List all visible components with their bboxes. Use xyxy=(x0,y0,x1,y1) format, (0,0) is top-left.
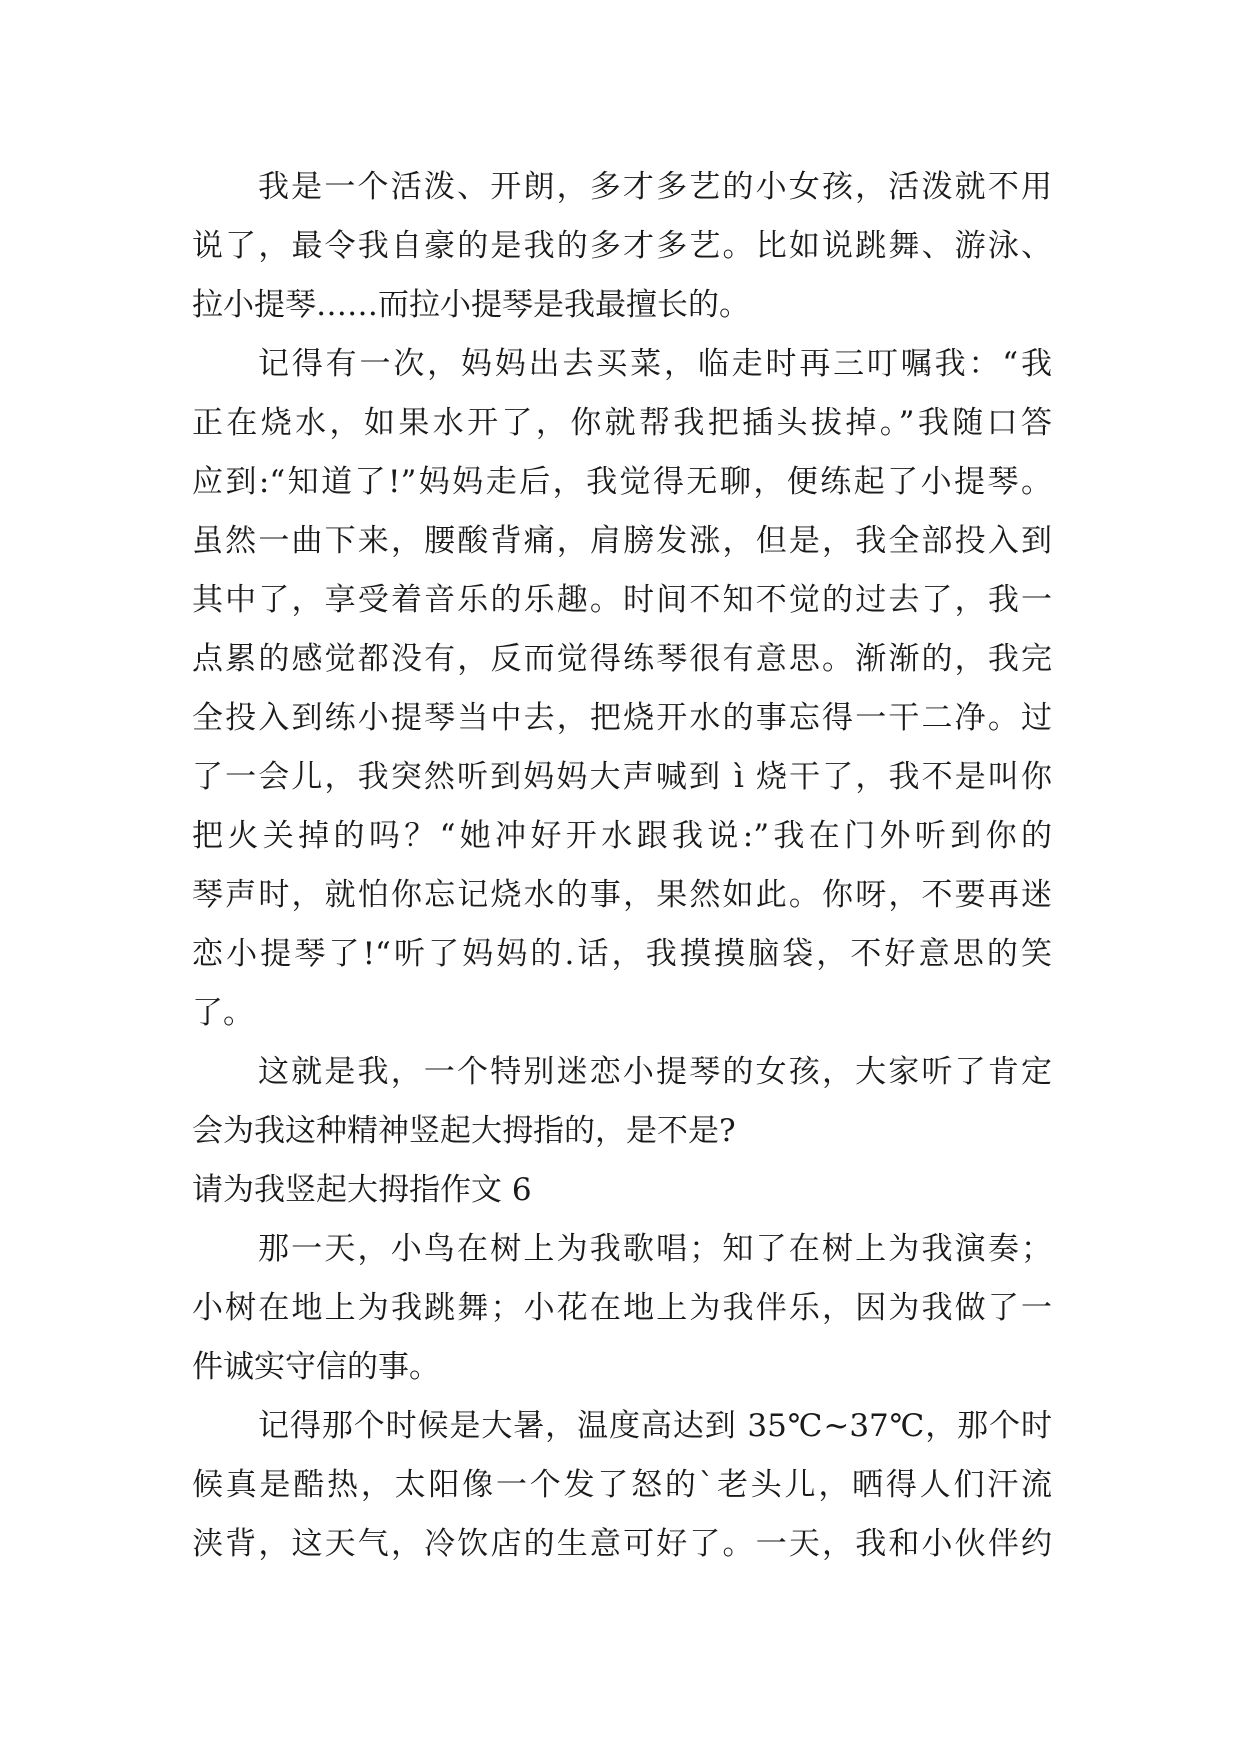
paragraph-opening xyxy=(192,1220,1052,1397)
text-line: 那一天，小鸟在树上为我歌唱；知了在树上为我演奏； xyxy=(258,1231,1052,1267)
paragraph-intro xyxy=(192,158,1052,335)
text-line: 点累的感觉都没有，反而觉得练琴很有意思。渐渐的，我完 xyxy=(192,641,1052,677)
text-line: 琴声时，就怕你忘记烧水的事，果然如此。你呀，不要再迷 xyxy=(192,877,1052,913)
text-line: 会为我这种精神竖起大拇指的，是不是? xyxy=(192,1113,736,1149)
text-line: 其中了，享受着音乐的乐趣。时间不知不觉的过去了，我一 xyxy=(192,582,1052,618)
text-line: 了。 xyxy=(192,995,254,1031)
document-page xyxy=(192,158,1052,1574)
text-line: 正在烧水，如果水开了，你就帮我把插头拔掉。”我随口答 xyxy=(192,405,1052,441)
text-line: 把火关掉的吗？“她冲好开水跟我说:”我在门外听到你的 xyxy=(192,818,1052,854)
text-line: 应到:“知道了!”妈妈走后，我觉得无聊，便练起了小提琴。 xyxy=(192,464,1052,500)
text-line: 我是一个活泼、开朗，多才多艺的小女孩，活泼就不用 xyxy=(258,169,1052,205)
text-line: 说了，最令我自豪的是我的多才多艺。比如说跳舞、游泳、 xyxy=(192,228,1052,264)
text-line: 拉小提琴……而拉小提琴是我最擅长的。 xyxy=(192,287,750,323)
text-line: 小树在地上为我跳舞；小花在地上为我伴乐，因为我做了一 xyxy=(192,1290,1052,1326)
text-line: 记得有一次，妈妈出去买菜，临走时再三叮嘱我：“我 xyxy=(258,346,1052,382)
text-line: 这就是我，一个特别迷恋小提琴的女孩，大家听了肯定 xyxy=(258,1054,1052,1090)
text-line: 件诚实守信的事。 xyxy=(192,1349,440,1385)
text-line: 恋小提琴了!“听了妈妈的.话，我摸摸脑袋，不好意思的笑 xyxy=(192,936,1052,972)
text-line: 虽然一曲下来，腰酸背痛，肩膀发涨，但是，我全部投入到 xyxy=(192,523,1052,559)
paragraph-story xyxy=(192,335,1052,1043)
text-line: 浃背，这天气，冷饮店的生意可好了。一天，我和小伙伴约 xyxy=(192,1526,1052,1562)
essay-heading: 请为我竖起大拇指作文 6 xyxy=(192,1172,532,1208)
paragraph-summer xyxy=(192,1397,1052,1574)
text-line: 候真是酷热，太阳像一个发了怒的`老头儿，晒得人们汗流 xyxy=(192,1467,1052,1503)
paragraph-conclusion xyxy=(192,1043,1052,1161)
text-line: 全投入到练小提琴当中去，把烧开水的事忘得一干二净。过 xyxy=(192,700,1052,736)
text-line: 了一会儿，我突然听到妈妈大声喊到 ì 烧干了，我不是叫你 xyxy=(192,759,1052,795)
text-line: 记得那个时候是大暑，温度高达到 35℃~37℃，那个时 xyxy=(258,1408,1052,1444)
